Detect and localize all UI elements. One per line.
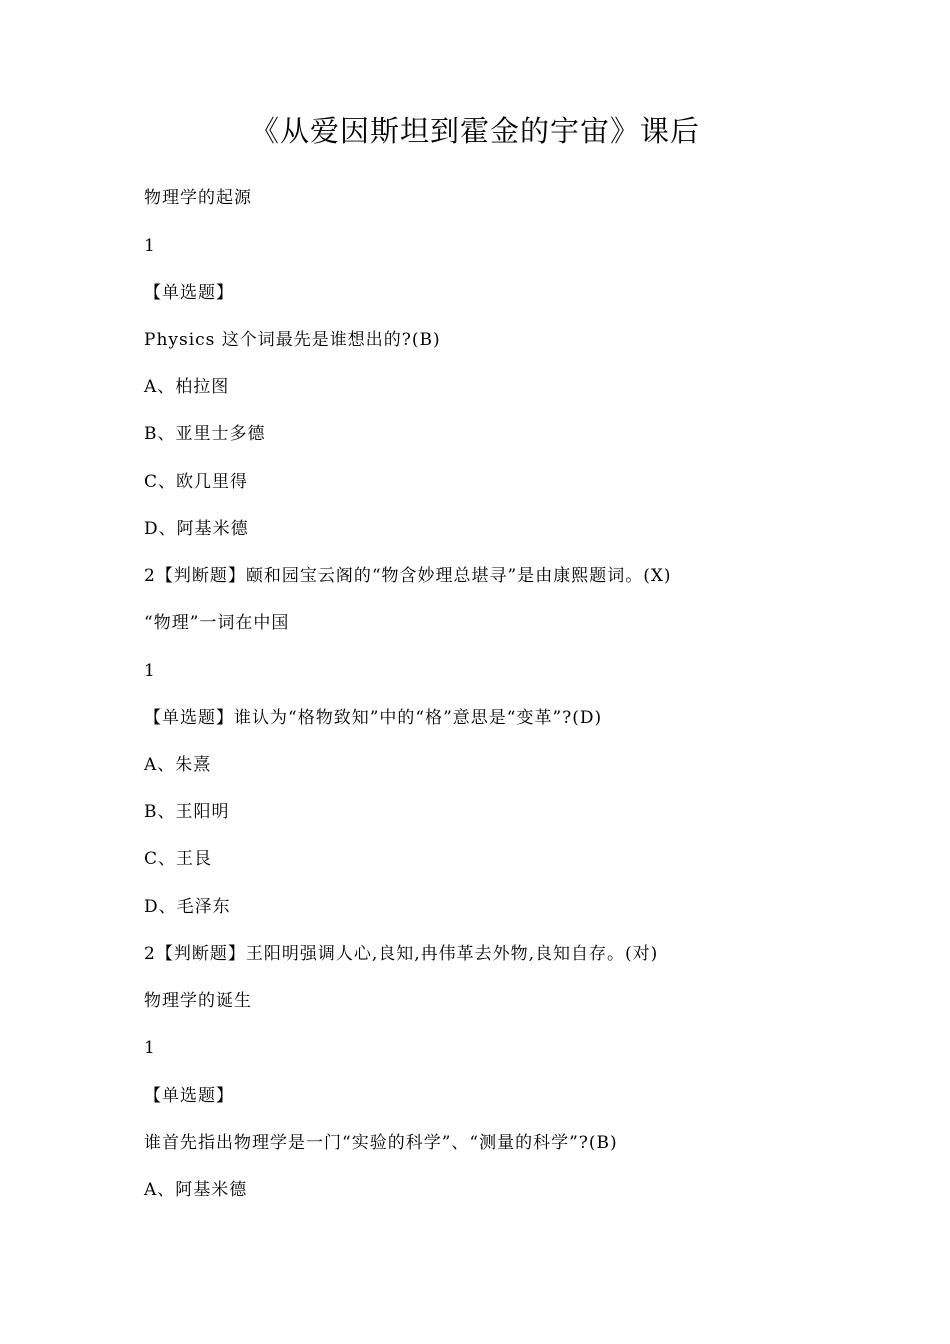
question-number: 1 — [144, 1038, 156, 1058]
answer-option: C、欧几里得 — [144, 472, 249, 492]
question-type: 【单选题】 — [144, 1086, 234, 1106]
question-text: 谁首先指出物理学是一门“实验的科学”、“测量的科学”?(B) — [144, 1133, 618, 1153]
judgement-question: 2【判断题】颐和园宝云阁的“物含妙理总堪寻”是由康熙题词。(X) — [144, 566, 672, 586]
judgement-question: 2【判断题】王阳明强调人心,良知,冉伟革去外物,良知自存。(对) — [144, 944, 659, 964]
answer-option: A、柏拉图 — [144, 377, 230, 397]
answer-option: D、阿基米德 — [144, 519, 249, 539]
section-heading: “物理”一词在中国 — [144, 613, 290, 633]
section-heading: 物理学的起源 — [144, 188, 252, 208]
question-text: 【单选题】谁认为“格物致知”中的“格”意思是“变革”?(D) — [144, 708, 603, 728]
answer-option: D、毛泽东 — [144, 897, 231, 917]
answer-option: B、亚里士多德 — [144, 424, 266, 444]
question-type: 【单选题】 — [144, 283, 234, 303]
section-heading: 物理学的诞生 — [144, 991, 252, 1011]
answer-option: A、阿基米德 — [144, 1180, 248, 1200]
document-title: 《从爱因斯坦到霍金的宇宙》课后 — [249, 114, 700, 148]
answer-option: A、朱熹 — [144, 755, 212, 775]
answer-option: B、王阳明 — [144, 802, 230, 822]
question-number: 1 — [144, 661, 156, 681]
question-number: 1 — [144, 236, 156, 256]
answer-option: C、王艮 — [144, 849, 213, 869]
question-text: Physics 这个词最先是谁想出的?(B) — [144, 330, 441, 350]
